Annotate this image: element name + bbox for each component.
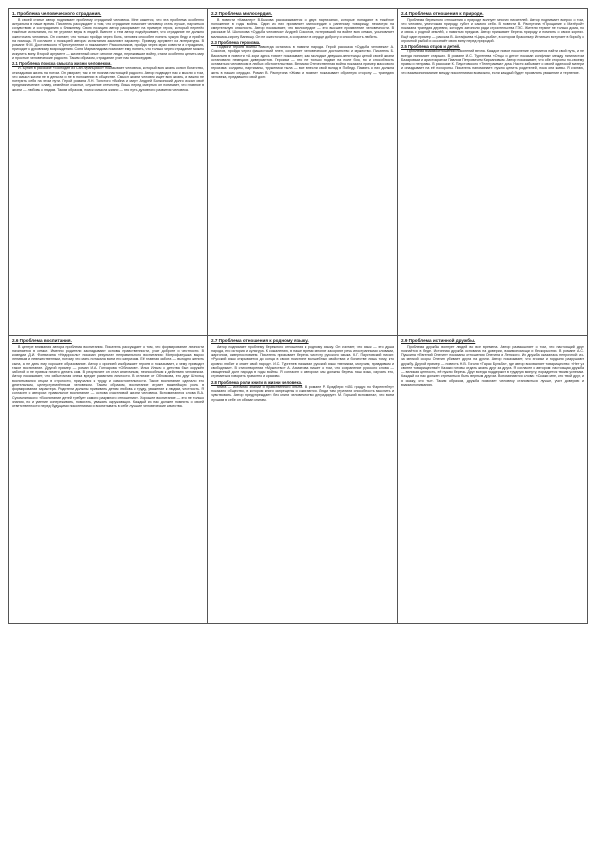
cell-row2-col3 xyxy=(398,336,587,623)
section-text: И. Бунин в рассказе «Господин из Сан-Франциско» показывает человека, который всю жизнь копил богатство, откладывая жизнь на потом. Он умирает, так и не познав настоящей радости. Автор подводит нас к мысли о том, что смысл жизни не в деньгах и не в положении в обществе. Смысл жизни человек ищет всю жизнь, и важно не потерять себя на этом пути. Герой романа Л.Н. Толстого «Война и мир» Андрей Болконский долго искал своё предназначение: славу, семейное счастье, служение отечеству. Лишь перед смертью он понимает, что главное в жизни — любовь к людям. Таким образом, поиск смысла жизни — это путь духовного развития человека. xyxy=(12,66,204,92)
section-subtitle: 2.8 Проблема роли книги в жизни человека. xyxy=(211,379,303,385)
notes-table xyxy=(8,8,588,624)
section-subtitle: 2.3 Проблема героизма. xyxy=(211,39,261,45)
section-text: Проблема бережного отношения к природе волнует многих писателей. Автор поднимает вопрос о том, что человек, уничтожая природу, губит и самого себя. В повести В. Распутина «Прощание с Матёрой» показана трагедия деревни, которую затопили ради строительства ГЭС. Жители теряют не только дома, но и связь с родной землёй, с памятью предков. Автор призывает беречь природу и помнить о своих корнях. Ещё один пример — рассказ В. Астафьева «Царь-рыба», в котором браконьер Игнатьич вступает в борьбу с огромной рыбой и осознаёт свою вину перед природой. xyxy=(401,17,584,43)
section-title: 2.9 Проблема истинной дружбы. xyxy=(401,338,476,343)
section-text: В центре внимания автора проблема воспитания. Писатель рассуждает о том, что формирование личности начинается в семье. Именно родители закладывают основы нравственности, учат доброте и честности. В комедии Д.И. Фонвизина «Недоросль» показан результат неправильного воспитания: Митрофанушка вырос ленивым и невежественным, потому что мать потакала всем его капризам. Её главная забота — выгодно женить сына, а не дать ему хорошее образование. Автор с иронией изображает героев и показывает, к чему приводит такое воспитание. Другой пример — роман И.А. Гончарова «Обломов». Илья Ильич с детства был окружён заботой и не привык ничего делать сам. В результате он стал апатичным, неспособным к действию человеком. Автор показывает, что избыточная опека вредит развитию личности. В отличие от Обломова, его друг Штольц воспитывался отцом в строгости, приучался к труду и самостоятельности. Такое воспитание сделало его деятельным, целеустремлённым человеком. Таким образом, воспитание играет важнейшую роль в формировании характера. Родители должны прививать детям любовь к труду, уважение к людям, честность. Я согласен с автором: правильное воспитание — основа счастливой жизни человека. Вспоминаются слова В.А. Сухомлинского: «Воспитание детей требует самого разумного отношения». Хорошее воспитание — это не только знания, но и умение сопереживать, помогать, уважать окружающих. Каждый из нас должен помнить о своей ответственности перед будущими поколениями и воспитывать в себе лучшие человеческие качества. xyxy=(12,344,204,409)
section-title: 2.2 Проблема милосердия. xyxy=(211,11,273,16)
cell-row1-col1 xyxy=(9,9,207,335)
section-title: 1. Проблема человеческого страдания. xyxy=(12,11,102,16)
section-text: В повести «Кавалер» В.Быкова рассказывается о двух партизанах, которые попадают в тяжёлое положение в годы войны. Один из них проявляет милосердие к раненому товарищу, несмотря на смертельную опасность. Автор показывает, что милосердие — это высшее проявление человечности. В рассказе М. Шолохова «Судьба человека» Андрей Соколов, потерявший на войне всю семью, усыновляет мальчика-сироту Ванюшу. Он не ожесточился, а сохранил в сердце доброту и способность любить. xyxy=(211,17,394,39)
section-text: Проблема взаимоотношений поколений вечна. Каждое новое поколение стремится найти свой путь, и не всегда понимает старших. В романе И.С. Тургенева «Отцы и дети» показан конфликт между нигилистом Базаровым и аристократом Павлом Петровичем Кирсановым. Автор показывает, что обе стороны по-своему правы и неправы. В рассказе К. Паустовского «Телеграмма» дочь Настя забывает о своей одинокой матери и опаздывает на её похороны. Писатель напоминает: нужно ценить родителей, пока они живы. Я считаю, что взаимопонимание между поколениями возможно, если каждый будет проявлять уважение и терпение. xyxy=(401,49,584,75)
section-title: 2.4 Проблема отношения к природе. xyxy=(401,11,484,16)
cell-row1-col2 xyxy=(208,9,397,335)
section-text: Книга — источник знаний и нравственного опыта. В романе Р. Брэдбери «451 градус по Фаренгейту» показано общество, в котором книги запрещены и сжигаются. Люди там утратили способность мыслить и чувствовать. Автор предупреждает: без книги человечество деградирует. М. Горький вспоминал, что всем лучшим в себе он обязан книгам. xyxy=(211,384,394,402)
cell-row2-col2 xyxy=(208,336,397,623)
section-text: В своей статье автор поднимает проблему страданий человека. Мне кажется, что эта проблема особенно актуальна в наше время. Писатель рассуждает о том, что страдание помогает человеку стать лучше, научиться сочувствию и состраданию к ближнему. Свою позицию автор раскрывает на примере героя, который перенёс тяжёлые испытания, но не утратил веры в людей. Вместе с тем автор подчёркивает, что страдание не должно ожесточать человека. Он считает, что только пройдя через боль, человек способен понять чужую беду и прийти на помощь. Я согласен с позицией автора: испытания закаляют характер. Приведу аргумент из литературы. В романе Ф.М. Достоевского «Преступление и наказание» Раскольников, пройдя через муки совести и страдания, приходит к духовному возрождению. Соня Мармеладова помогает ему понять, что только через страдание можно искупить вину. Второй аргумент — жизненный опыт: многие люди, пережившие войну, стали особенно ценить мир и простые человеческие радости. Таким образом, страдание учит нас милосердию. xyxy=(12,17,204,60)
section-title: 2.7 Проблема отношения к родному языку. xyxy=(211,338,309,343)
section-text: Проблема дружбы волнует людей во все времена. Автор размышляет о том, что настоящий друг познаётся в беде. Истинная дружба основана на доверии, взаимопомощи и бескорыстии. В романе А.С. Пушкина «Евгений Онегин» показаны отношения Онегина и Ленского. Их дружба оказалась непрочной: из-за мелкой ссоры Онегин убивает друга на дуэли. Автор показывает, что эгоизм и гордыня разрушают дружбу. Другой пример — повесть Н.В. Гоголя «Тарас Бульба», где автор восхваляет товарищество: «Нет уз святее товарищества!» Казаки готовы отдать жизнь друг за друга. Я согласен с автором: настоящая дружба — великая ценность, её нужно беречь. Друг всегда поддержит в трудную минуту, порадуется твоим успехам. Каждый из нас должен стремиться быть верным другом. Вспоминаются слова: «Скажи мне, кто твой друг, и я скажу, кто ты». Таким образом, дружба помогает человеку становиться лучше, учит доверию и взаимопониманию. xyxy=(401,344,584,387)
section-subtitle: 2.5 Проблема отцов и детей. xyxy=(401,44,461,50)
section-text: Подвиги героев войны навсегда остались в памяти народа. Герой рассказа «Судьба человека» А. Соколов, пройдя через фашистский плен, сохраняет человеческое достоинство и мужество. Писатель Б. Васильев в повести «А зори здесь тихие» показывает, как молодые девушки-зенитчицы ценой своей жизни остановили немецких диверсантов. Героизм — это не только подвиг на поле боя, но и способность оставаться человеком в любых обстоятельствах. Великая Отечественная война показала пример массового героизма: солдаты, партизаны, труженики тыла — все внесли свой вклад в Победу. Память о них должна жить в наших сердцах. Роман В. Распутина «Живи и помни» показывает обратную сторону — трагедию человека, предавшего свой долг. xyxy=(211,45,394,79)
section-text: Автор поднимает проблему бережного отношения к родному языку. Он считает, что язык — это душа народа, его история и культура. К сожалению, в наше время многие засоряют речь иностранными словами, жаргоном, сквернословием. Писатель призывает беречь чистоту русского языка. К.Г. Паустовский писал: «Русский язык открывается до конца в своих поистине волшебных свойствах и богатстве лишь тому, кто кровно любит и знает свой народ». И.С. Тургенев называл русский язык «великим, могучим, правдивым и свободным». В стихотворении «Мужество» А. Ахматова пишет о том, что сохранение русского слова — священный долг народа в годы войны. Я согласен с автором: мы должны беречь наш язык, изучать его, стремиться говорить грамотно и красиво. xyxy=(211,344,394,379)
cell-row1-col3 xyxy=(398,9,587,335)
section-subtitle: 2.1 Проблема поиска смысла жизни человеком. xyxy=(12,61,112,67)
cell-row2-col1 xyxy=(9,336,207,623)
section-title: 2.6 Проблема воспитания. xyxy=(12,338,72,343)
